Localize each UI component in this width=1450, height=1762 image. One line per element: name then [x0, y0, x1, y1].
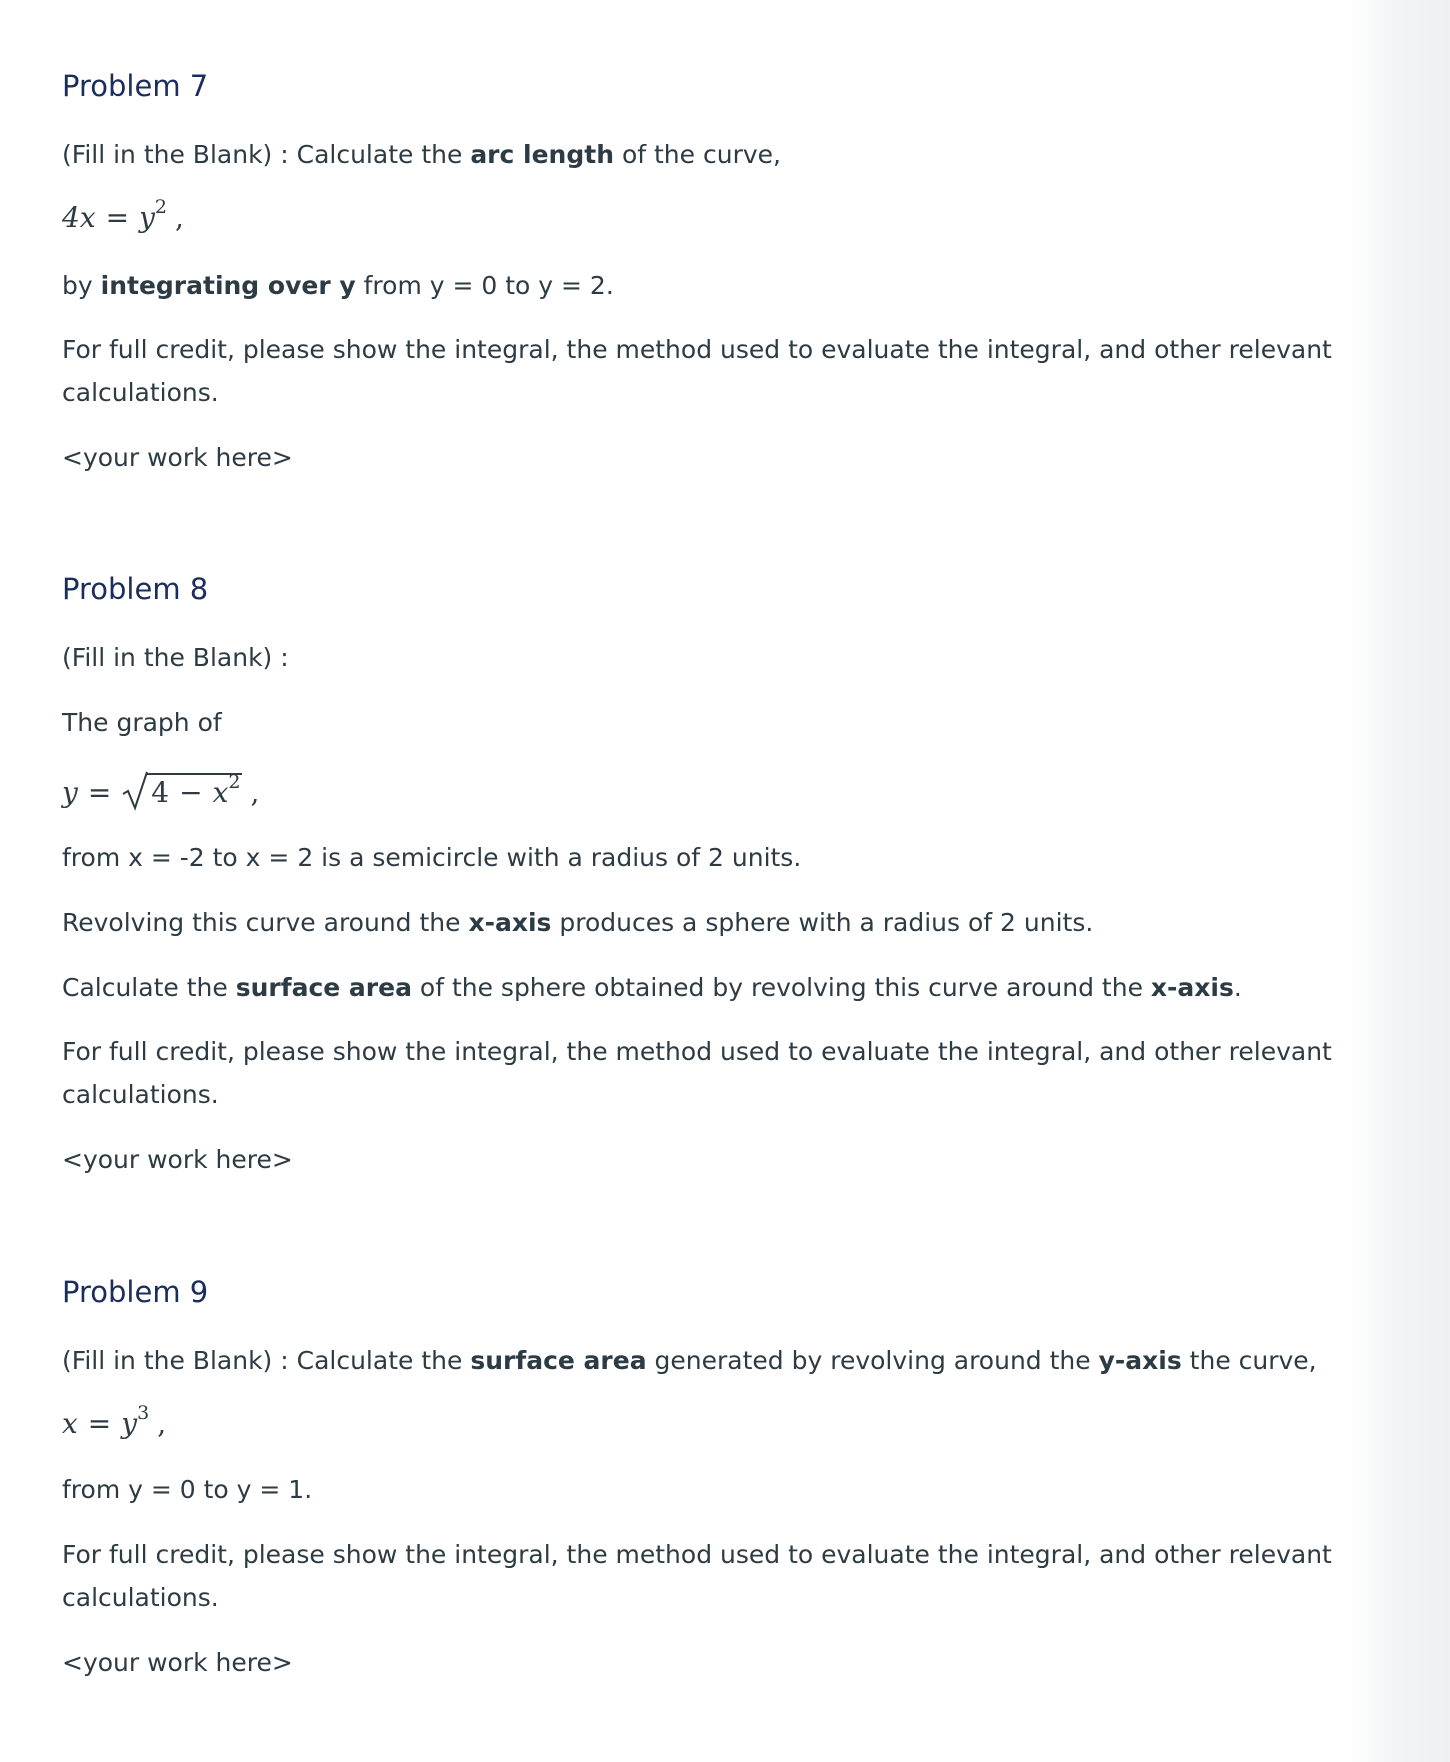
equation-exponent: 3 — [137, 1401, 150, 1424]
question-text: the curve, — [1181, 1346, 1317, 1375]
equation-lhs: x — [62, 1407, 78, 1440]
work-placeholder: <your work here> — [62, 1145, 293, 1174]
calculate-emphasis: x-axis — [1150, 973, 1234, 1002]
equation-comma: , — [157, 1407, 167, 1440]
question-emphasis: surface area — [470, 1346, 647, 1375]
question-text: of the curve, — [614, 140, 781, 169]
equation-comma: , — [250, 776, 260, 809]
revolve-text-part: Revolving this curve around the — [62, 908, 469, 937]
credit-instructions: For full credit, please show the integral, the method used to evaluate the integral, and other relevant calculations. — [62, 1037, 1332, 1109]
problem-question — [62, 1339, 1317, 1382]
square-root — [121, 770, 242, 813]
question-emphasis: arc length — [470, 140, 615, 169]
equation-lhs: y — [62, 776, 78, 809]
question-text: generated by revolving around the — [646, 1346, 1099, 1375]
problem-range: from x = -2 to x = 2 is a semicircle with a radius of 2 units. — [62, 843, 802, 872]
radicand-constant: 4 — [151, 776, 170, 809]
equation-base: y — [139, 201, 155, 234]
curve-equation — [62, 1401, 167, 1444]
minus-sign: − — [179, 776, 203, 809]
problem-range: from y = 0 to y = 1. — [62, 1475, 313, 1504]
work-placeholder: <your work here> — [62, 1648, 293, 1677]
range-text: by — [62, 271, 101, 300]
revolve-text-part: produces a sphere with a radius of 2 units. — [551, 908, 1094, 937]
equation-exponent: 2 — [228, 770, 241, 793]
equals-sign: = — [87, 1407, 112, 1440]
problem-title: Problem 8 — [62, 572, 209, 606]
problem-range — [62, 264, 614, 307]
question-emphasis: y-axis — [1098, 1346, 1182, 1375]
problem-title: Problem 9 — [62, 1275, 209, 1309]
revolve-emphasis: x-axis — [468, 908, 552, 937]
graph-of-text: The graph of — [62, 708, 222, 737]
radical-sign-icon — [121, 770, 149, 812]
revolve-text — [62, 901, 1093, 944]
curve-equation — [62, 195, 184, 238]
equation-lhs: 4x — [62, 201, 96, 234]
curve-equation — [62, 770, 260, 813]
range-emphasis: integrating over y — [100, 271, 356, 300]
calculate-text-part: Calculate the — [62, 973, 236, 1002]
work-placeholder: <your work here> — [62, 443, 293, 472]
equals-sign: = — [87, 776, 112, 809]
credit-instructions: For full credit, please show the integral, the method used to evaluate the integral, and other relevant calculations. — [62, 335, 1332, 407]
question-text: (Fill in the Blank) : Calculate the — [62, 1346, 471, 1375]
calculate-text-part: of the sphere obtained by revolving this curve around the — [411, 973, 1151, 1002]
page-edge-shadow — [1350, 0, 1450, 1762]
equation-base: y — [121, 1407, 138, 1440]
problem-title: Problem 7 — [62, 69, 209, 103]
credit-instructions: For full credit, please show the integral, the method used to evaluate the integral, and other relevant calculations. — [62, 1540, 1332, 1612]
equals-sign: = — [105, 201, 130, 234]
question-text: (Fill in the Blank) : Calculate the — [62, 140, 471, 169]
equation-exponent: 2 — [154, 195, 167, 218]
calculate-emphasis: surface area — [235, 973, 412, 1002]
radicand-variable: x — [212, 776, 229, 809]
radicand — [147, 770, 242, 811]
problem-question: (Fill in the Blank) : — [62, 643, 289, 672]
calculate-text — [62, 966, 1242, 1009]
equation-comma: , — [175, 201, 184, 234]
problem-question — [62, 133, 781, 176]
calculate-text-part: . — [1233, 973, 1242, 1002]
range-text: from y = 0 to y = 2. — [355, 271, 614, 300]
